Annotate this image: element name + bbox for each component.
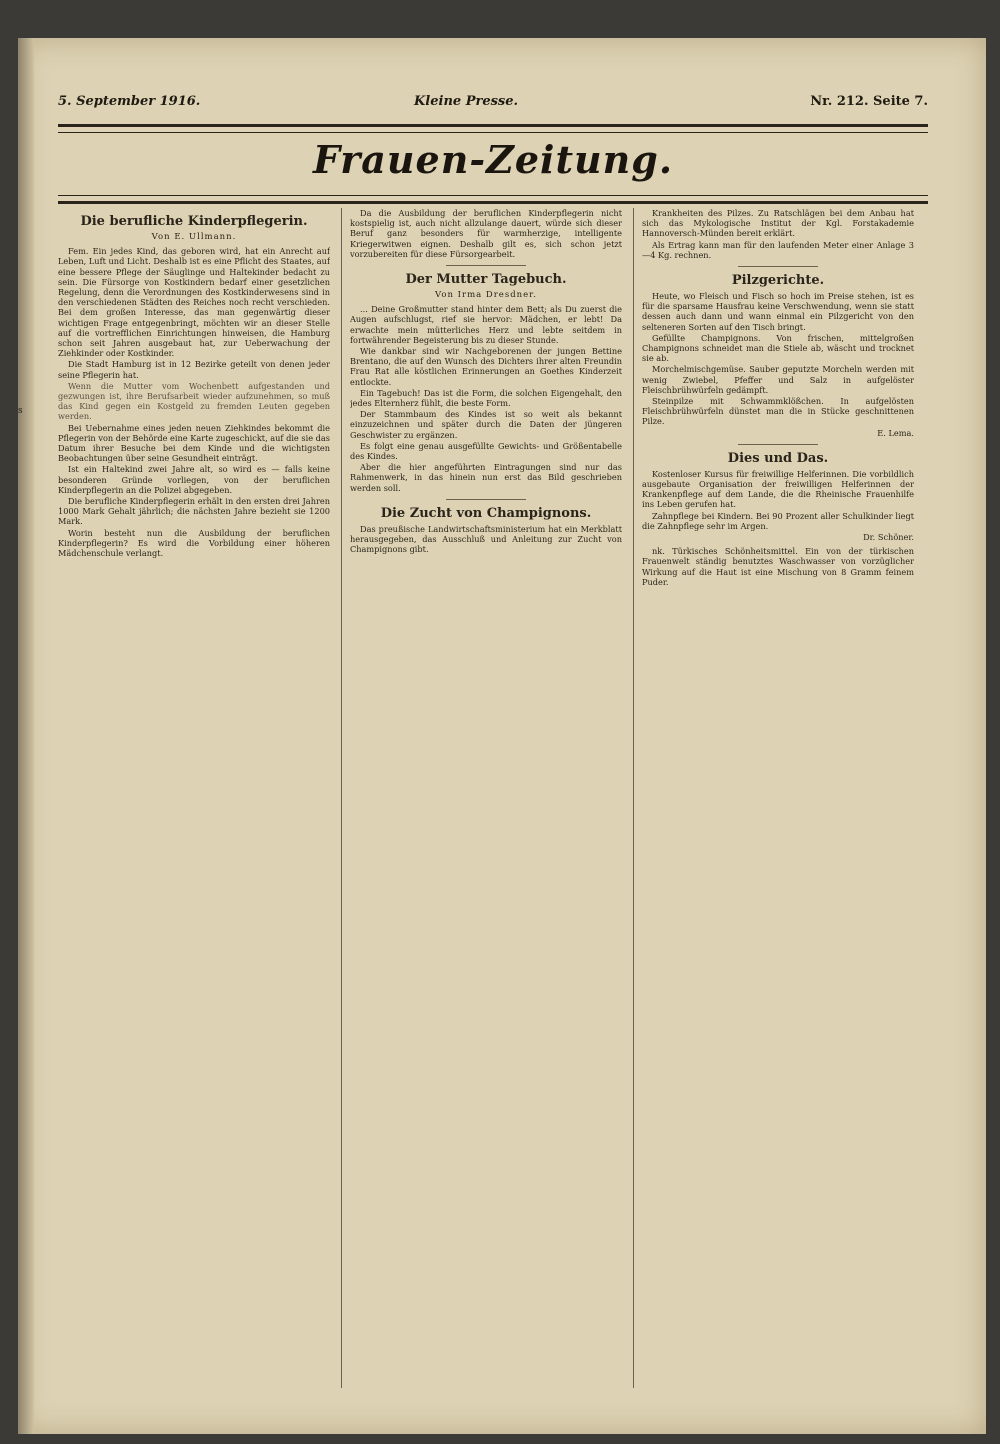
column-3 <box>642 208 914 1388</box>
paragraph: Worin besteht nun die Ausbildung der beruflichen Kinderpflegerin? Es wird die Vorbildung einer höheren Mädchenschule verlangt. <box>58 527 330 559</box>
separator <box>738 444 818 445</box>
newspaper-page <box>18 38 986 1434</box>
paragraph: Fem. Ein jedes Kind, das geboren wird, hat ein Anrecht auf Leben, Luft und Licht. Deshalb ist es eine Pflicht des Staates, auf eine bessere Pflege der Säuglinge und Haltekinder bedacht zu sein. Die Fürsorge von Kostkindern bedarf einer gesetzlichen Regelung, denn die Verordnungen des Kostkinderwesens sind in den verschiedenen Städten des Reiches noch recht verschieden. Bei dem großen Interesse, das man gegenwärtig dieser wichtigen Frage entgegenbringt, möchten wir an dieser Stelle auf die vortrefflichen Einrichtungen hinweisen, die Hamburg schon seit Jahren ausgebaut hat, zur Ueberwachung der Ziehkinder oder Kostkinder. <box>58 246 330 359</box>
paragraph: ... Deine Großmutter stand hinter dem Bett; als Du zuerst die Augen aufschlugst, rief sie hervor: Mädchen, er lebt! Da erwachte mein mütterliches Herz und lebte seitdem in fortwährender Begeisterung bis zu dieser Stunde. <box>350 304 622 345</box>
header-date: 5. September 1916. <box>58 94 201 109</box>
separator <box>446 265 526 266</box>
article-title: Die berufliche Kinderpflegerin. <box>80 214 308 229</box>
article-title: Pilzgerichte. <box>731 273 825 289</box>
paragraph: Wie dankbar sind wir Nachgeborenen der jungen Bettine Brentano, die auf den Wunsch des Dichters ihrer alten Freundin Frau Rat alle köstlichen Erinnerungen an Goethes Kinderzeit entlockte. <box>350 346 622 387</box>
paragraph: Ist ein Haltekind zwei Jahre alt, so wird es — falls keine besonderen Gründe vorliegen, von der beruflichen Kinderpflegerin an die Polizei abgegeben. <box>58 464 330 495</box>
section-title-box <box>58 124 928 204</box>
paragraph: Morchelmischgemüse. Sauber geputzte Morcheln werden mit wenig Zwiebel, Pfeffer und Salz in aufgelöster Fleischbrühwürfeln gedämpft. <box>642 364 914 395</box>
separator <box>446 499 526 500</box>
margin-mark: s <box>18 406 23 416</box>
paragraph: Gefüllte Champignons. Von frischen, mittelgroßen Champignons schneidet man die Stiele ab, wäscht und trocknet sie ab. <box>642 332 914 364</box>
paragraph: Die berufliche Kinderpflegerin erhält in den ersten drei Jahren 1000 Mark Gehalt jährlich; die nächsten Jahre bezieht sie 1200 Mark. <box>58 496 330 527</box>
paragraph: Bei Uebernahme eines jeden neuen Ziehkindes bekommt die Pflegerin von der Behörde eine Karte zugeschickt, auf die sie das Datum ihrer Besuche bei dem Kinde und die wichtigsten Beobachtungen über seine Gesundheit einträgt. <box>58 422 330 464</box>
article-title: Der Mutter Tagebuch. <box>405 272 567 288</box>
paragraph: Aber die hier angeführten Eintragungen sind nur das Rahmenwerk, in das hinein nun erst das Bild geschrieben werden soll. <box>350 462 622 493</box>
page-header <box>58 94 928 114</box>
column-rule <box>341 208 342 1388</box>
article-title: Die Zucht von Champignons. <box>380 505 592 521</box>
article-author: Von Irma Dresdner. <box>435 290 537 301</box>
paragraph: Ein Tagebuch! Das ist die Form, die solchen Eigengehalt, den jedes Elternherz fühlt, die beste Form. <box>350 387 622 409</box>
paragraph: Krankheiten des Pilzes. Zu Ratschlägen bei dem Anbau hat sich das Mykologische Institut der Kgl. Forstakademie Hannoversch-Münden bereit erklärt. <box>642 208 914 239</box>
separator <box>738 266 818 267</box>
paragraph: Als Ertrag kann man für den laufenden Meter einer Anlage 3—4 Kg. rechnen. <box>642 239 914 260</box>
paragraph: Da die Ausbildung der beruflichen Kinderpflegerin nicht kostspielig ist, auch nicht allzulange dauert, würde sich dieser Beruf ganz besonders für warmherzige, intelligente Kriegerwitwen eignen. Deshalb gilt es, sich schon jetzt vorzubereiten für diese Fürsorgearbeit. <box>350 208 622 259</box>
paragraph: Steinpilze mit Schwammklößchen. In aufgelösten Fleischbrühwürfeln dünstet man die in Stücke geschnittenen Pilze. <box>642 396 914 427</box>
section-title: Frauen-Zeitung. <box>312 137 674 182</box>
paragraph: Der Stammbaum des Kindes ist so weit als bekannt einzuzeichnen und später durch die Daten der jüngeren Geschwister zu ergänzen. <box>350 409 622 440</box>
article-title: Dies und Das. <box>727 450 829 466</box>
paragraph: Zahnpflege bei Kindern. Bei 90 Prozent aller Schulkinder liegt die Zahnpflege sehr im Argen. <box>642 510 914 531</box>
paragraph: Das preußische Landwirtschaftsministerium hat ein Merkblatt herausgegeben, das Ausschluß und Anleitung zur Zucht von Champignons gibt. <box>350 523 622 555</box>
paragraph: Es folgt eine genau ausgefüllte Gewichts- und Größentabelle des Kindes. <box>350 440 622 462</box>
column-rule <box>633 208 634 1388</box>
header-issue-page: Nr. 212. Seite 7. <box>810 94 928 109</box>
signature: Dr. Schöner. <box>863 532 914 543</box>
column-1 <box>58 208 330 1388</box>
paragraph: Die Stadt Hamburg ist in 12 Bezirke geteilt von denen jeder seine Pflegerin hat. <box>58 359 330 380</box>
paragraph: Kostenloser Kursus für freiwillige Helferinnen. Die vorbildlich ausgebaute Organisation der freiwilligen Helferinnen der Krankenpflege auf dem Lande, die die Rheinische Frauenhilfe ins Leben gerufen hat. <box>642 468 914 510</box>
signature: E. Lema. <box>877 427 914 438</box>
binding-gutter <box>18 38 34 1434</box>
paragraph: nk. Türkisches Schönheitsmittel. Ein von der türkischen Frauenwelt ständig benutztes Waschwasser von vorzüglicher Wirkung auf die Haut ist eine Mischung von 8 Gramm feinem Puder. <box>642 546 914 587</box>
article-author: Von E. Ullmann. <box>151 232 237 242</box>
paragraph: Heute, wo Fleisch und Fisch so hoch im Preise stehen, ist es für die sparsame Hausfrau keine Verschwendung, wenn sie statt dessen auch dann und wann einmal ein Pilzgericht von den selteneren Sorten auf den Tisch bringt. <box>642 291 914 332</box>
paragraph: Wenn die Mutter vom Wochenbett aufgestanden und gezwungen ist, ihre Berufsarbeit wieder aufzunehmen, so muß das Kind gegen ein Kostgeld zu fremden Leuten gegeben werden. <box>58 380 330 422</box>
header-paper-name: Kleine Presse. <box>414 94 519 109</box>
column-2 <box>350 208 622 1388</box>
